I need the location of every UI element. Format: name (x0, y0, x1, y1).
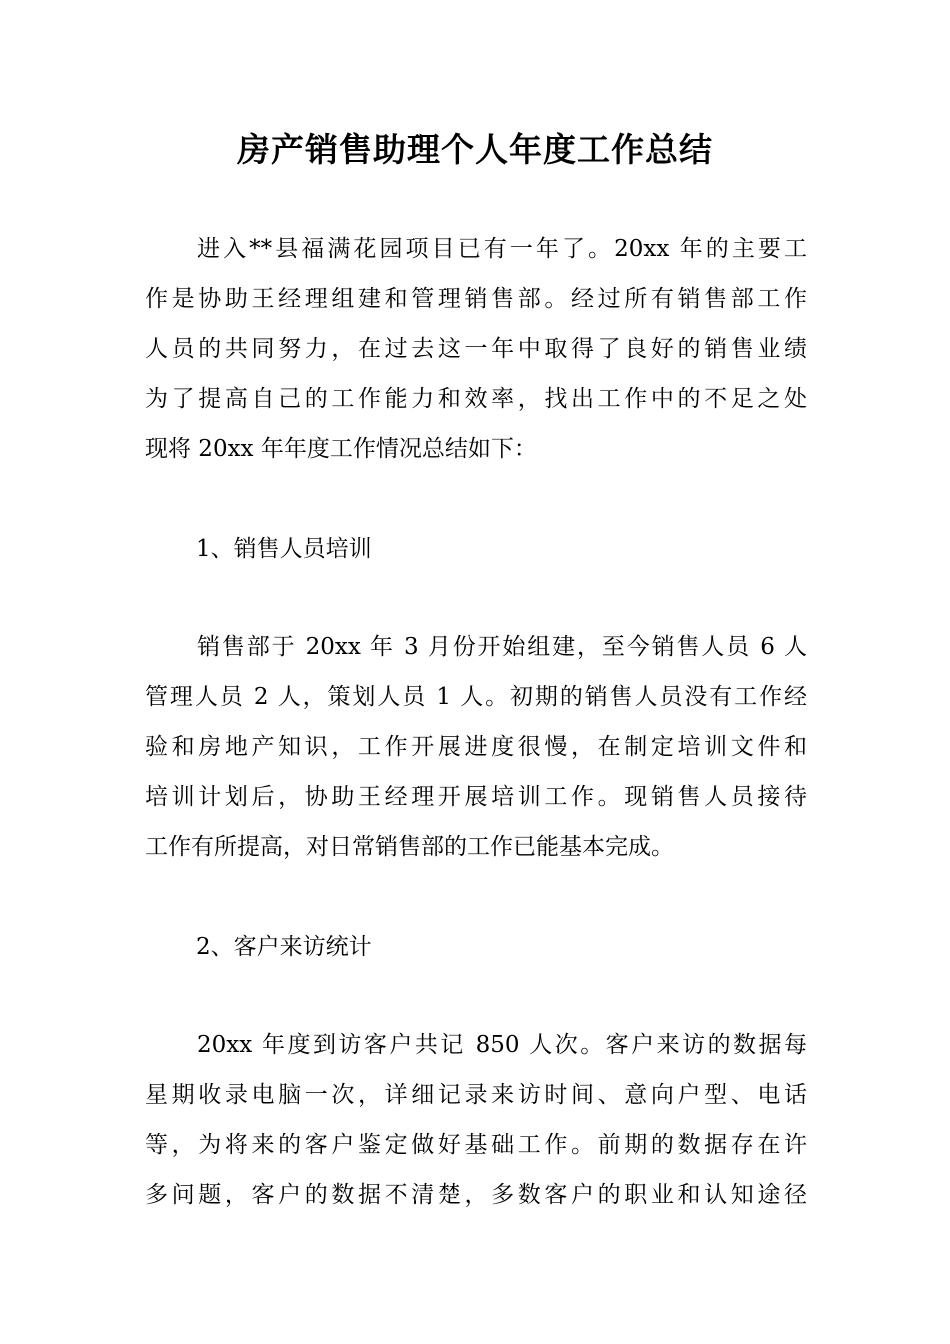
section-2-paragraph (145, 1020, 807, 1220)
paragraph-line: 多问题，客户的数据不清楚，多数客户的职业和认知途径 (145, 1182, 807, 1208)
intro-paragraph (145, 224, 807, 474)
paragraph-line: 星期收录电脑一次，详细记录来访时间、意向户型、电话 (145, 1082, 807, 1108)
paragraph-line: 现将 20xx 年年度工作情况总结如下： (145, 436, 537, 462)
paragraph-line: 人员的共同努力，在过去这一年中取得了良好的销售业绩 (145, 336, 807, 362)
section-heading-2: 2、客户来访统计 (196, 934, 372, 960)
section-1-paragraph (145, 622, 807, 872)
paragraph-line: 培训计划后，协助王经理开展培训工作。现销售人员接待 (145, 784, 807, 810)
paragraph-line: 20xx 年度到访客户共记 850 人次。客户来访的数据每 (197, 1032, 807, 1058)
paragraph-line: 工作有所提高，对日常销售部的工作已能基本完成。 (145, 834, 674, 860)
paragraph-line: 作是协助王经理组建和管理销售部。经过所有销售部工作 (145, 286, 807, 312)
paragraph-line: 进入**县福满花园项目已有一年了。20xx 年的主要工 (197, 236, 807, 262)
section-heading-1: 1、销售人员培训 (196, 536, 372, 562)
paragraph-line: 为了提高自己的工作能力和效率，找出工作中的不足之处 (145, 386, 807, 412)
paragraph-line: 验和房地产知识，工作开展进度很慢，在制定培训文件和 (145, 734, 807, 760)
paragraph-line: 等，为将来的客户鉴定做好基础工作。前期的数据存在许 (145, 1132, 807, 1158)
paragraph-line: 销售部于 20xx 年 3 月份开始组建，至今销售人员 6 人 (197, 634, 807, 660)
document-title: 房产销售助理个人年度工作总结 (237, 130, 713, 169)
paragraph-line: 管理人员 2 人，策划人员 1 人。初期的销售人员没有工作经 (145, 684, 807, 710)
